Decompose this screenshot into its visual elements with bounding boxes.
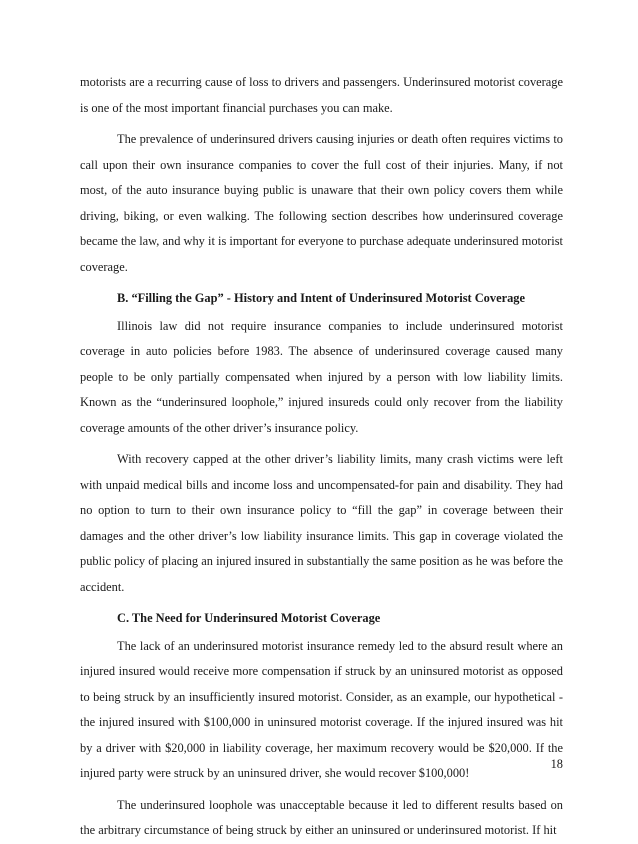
- section-heading-b: B. “Filling the Gap” - History and Intent of Underinsured Motorist Coverage: [117, 291, 525, 305]
- paragraph-recovery-capped: With recovery capped at the other driver’s liability limits, many crash victims were left with unpaid medical bills and income loss and uncompensated-for pain and disability. They had no option to turn to their own insurance policy to “fill the gap” in coverage between their damages and the other driver’s low liability insurance limits. This gap in coverage violated the public policy of placing an injured insured in substantially the same position as he was before the accident.: [80, 452, 563, 594]
- paragraph-loophole: The underinsured loophole was unacceptable because it led to different results based on the arbitrary circumstance of being struck by either an uninsured or underinsured motorist. If hit: [80, 797, 563, 837]
- paragraph-lack-of-remedy: The lack of an underinsured motorist insurance remedy led to the absurd result where an injured insured would receive more compensation if struck by an uninsured motorist as opposed to being struck by an insufficiently insured motorist. Consider, as an example, our hypothetical - the injured insured with $100,000 in uninsured motorist coverage. If the injured insured was hit by a driver with $20,000 in liability coverage, her maximum recovery would be $20,000. If the injured party were struck by an uninsured driver, she would recover $100,000!: [80, 638, 563, 780]
- section-heading-c: C. The Need for Underinsured Motorist Coverage: [117, 611, 381, 625]
- paragraph-prevalence: The prevalence of underinsured drivers causing injuries or death often requires victims to call upon their own insurance companies to cover the full cost of their injuries. Many, if not most, of the auto insurance buying public is unaware that their own policy covers them while driving, biking, or even walking. The following section describes how underinsured coverage became the law, and why it is important for everyone to purchase adequate underinsured motorist coverage.: [80, 132, 563, 274]
- page-number: 18: [550, 757, 563, 771]
- paragraph-continuation: motorists are a recurring cause of loss to drivers and passengers. Underinsured motorist coverage is one of the most important financial purchases you can make.: [80, 75, 563, 115]
- paragraph-illinois-law: Illinois law did not require insurance companies to include underinsured motorist coverage in auto policies before 1983. The absence of underinsured coverage caused many people to be only partially compensated when injured by a person with low liability limits. Known as the “underinsured loophole,” injured insureds could only recover from the liability coverage amounts of the other driver’s insurance policy.: [80, 318, 563, 435]
